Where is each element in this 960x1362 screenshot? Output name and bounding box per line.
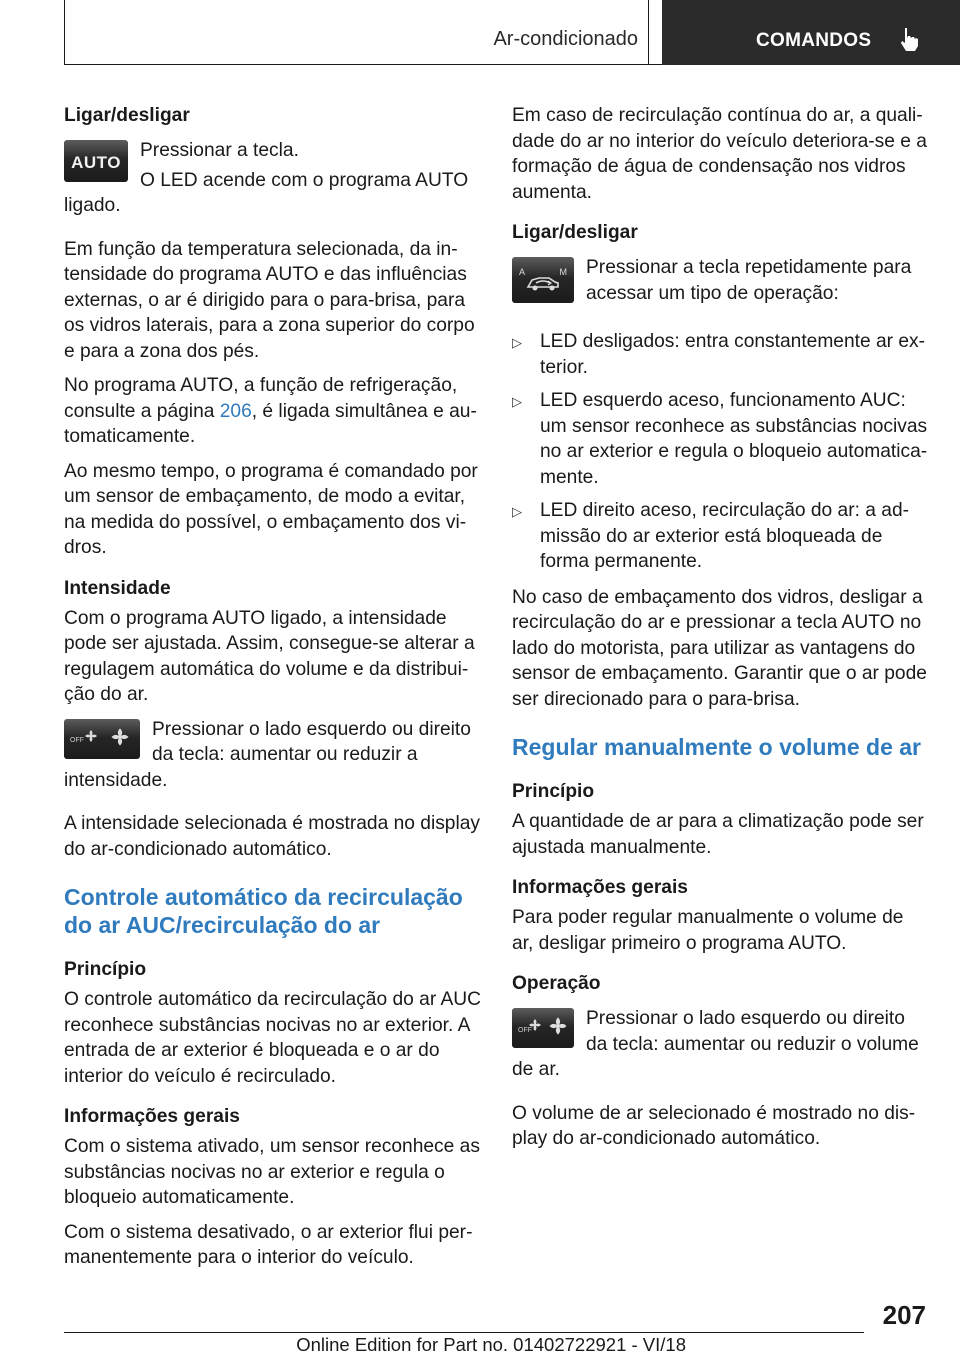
paragraph-principle: O controle automático da recirculação do ar AUC reconhece substâncias nocivas no ar exterior. A entrada de ar exterior é bloqueada e o ar do interior do veículo é recirculado.	[64, 989, 481, 1087]
paragraph-intensity-display: A intensidade selecionada é mostrada no display do ar-condicionado automático.	[64, 813, 481, 860]
auto-key-text-1: Pressionar a tecla.	[140, 140, 299, 161]
footer-rule	[64, 1332, 864, 1333]
fan-key-text: Pressionar o lado esquerdo ou direito da tecla: aumentar ou reduzir a intensidade.	[64, 718, 471, 791]
heading-intensity: Intensidade	[64, 577, 171, 599]
fan-key-row	[64, 717, 482, 803]
paragraph-general-2: Com o sistema desativado, o ar exterior flui permanentemente para o interior do veículo.	[64, 1221, 473, 1268]
am-key-m: M	[559, 267, 567, 277]
edition-line: Online Edition for Part no. 01402722921 - VI/18	[296, 1334, 686, 1355]
fan-key-image-right	[512, 1008, 574, 1048]
am-key-image	[512, 257, 574, 303]
paragraph-cooling	[64, 373, 482, 450]
section-heading-auc: Controle automático da recirculação do ar AUC/recirculação do ar	[64, 884, 463, 938]
auto-key-image	[64, 140, 128, 182]
page-number: 207	[882, 1300, 926, 1330]
fan-key-row-right	[512, 1006, 928, 1092]
auto-key-label: AUTO	[71, 153, 121, 172]
heading-principle-right: Princípio	[512, 781, 595, 802]
auto-key-row	[64, 138, 482, 228]
large-fan-icon	[548, 1016, 568, 1036]
chapter-title: COMANDOS	[756, 30, 872, 51]
heading-principle: Princípio	[64, 959, 147, 980]
auto-key-text-2: O LED acende com o programa AUTO ligado.	[64, 169, 469, 216]
fan-key-image	[64, 719, 140, 759]
paragraph-direction: Em função da temperatura selecionada, da intensidade do programa AUTO e das influências externas, o ar é dirigido para o para-brisa, para os vidros laterais, para a zona superior do corpo e para a zona dos pés.	[64, 238, 475, 362]
heading-operation: Operação	[512, 973, 601, 994]
small-fan-icon	[84, 729, 98, 743]
heading-onoff-right: Ligar/desligar	[512, 222, 638, 243]
operation-mode-list	[512, 329, 928, 575]
list-item: ▷ LED direito aceso, recirculação do ar: a admissão do ar exterior está bloqueada de forma permanente.	[512, 500, 910, 572]
am-key-a: A	[519, 267, 526, 277]
paragraph-recirc-quality: Em caso de recirculação contínua do ar, a qualidade do ar no interior do veículo deteriora-se e a formação de água de condensação nos vidros aumenta.	[512, 105, 927, 203]
small-fan-icon	[528, 1018, 542, 1032]
am-key-row	[512, 255, 928, 315]
chapter-block	[662, 0, 960, 65]
triangle-bullet-icon: ▷	[512, 335, 522, 350]
list-item: ▷ LED desligados: entra constantemente ar exterior.	[512, 331, 926, 378]
cooling-text-a: No programa AUTO, a função de refrigeração, consulte a página	[64, 375, 458, 422]
heading-general-info-right: Informações gerais	[512, 877, 688, 898]
fan-key-off-label: OFF	[70, 737, 84, 744]
triangle-bullet-icon: ▷	[512, 394, 522, 409]
paragraph-fogging: No caso de embaçamento dos vidros, desligar a recirculação do ar e pressionar a tecla AUTO no lado do motorista, para utilizar as vantagens do sensor de embaçamento. Garantir que o ar pode ser direcionado para o para-brisa.	[512, 586, 927, 710]
section-heading-volume: Regular manualmente o volume de ar	[512, 734, 922, 760]
list-item: ▷ LED esquerdo aceso, funcionamento AUC: um sensor reconhece as substâncias nocivas no ar exterior e regula o bloqueio automaticamente.	[512, 390, 928, 488]
paragraph-general-right: Para poder regular manualmente o volume de ar, desligar primeiro o programa AUTO.	[512, 907, 904, 954]
triangle-bullet-icon: ▷	[512, 504, 522, 519]
car-recirculation-icon	[525, 271, 561, 293]
heading-onoff: Ligar/desligar	[64, 105, 190, 126]
right-column	[512, 103, 928, 1161]
paragraph-volume-display: O volume de ar selecionado é mostrado no display do ar-condicionado automático.	[512, 1102, 916, 1149]
page-link-206[interactable]: 206	[219, 400, 252, 422]
paragraph-intensity: Com o programa AUTO ligado, a intensidade pode ser ajustada. Assim, consegue-se alterar a regulagem automática do volume e da distribuição do ar.	[64, 607, 475, 705]
pointing-hand-icon	[898, 26, 920, 52]
cooling-text-b: , é ligada simultânea e automaticamente.	[64, 400, 477, 447]
left-column	[64, 103, 482, 1280]
fan-key-text-right: Pressionar o lado esquerdo ou direito da tecla: aumentar ou reduzir o volume de ar.	[512, 1008, 919, 1080]
paragraph-fog-sensor: Ao mesmo tempo, o programa é comandado por um sensor de embaçamento, de modo a evitar, na medida do possível, o embaçamento dos vidros.	[64, 460, 478, 558]
large-fan-icon	[110, 727, 130, 747]
paragraph-general-1: Com o sistema ativado, um sensor reconhece as substâncias nocivas no ar exterior e regula o bloqueio automaticamente.	[64, 1136, 480, 1208]
section-title: Ar-condicionado	[493, 28, 638, 50]
am-key-text: Pressionar a tecla repetidamente para acessar um tipo de operação:	[586, 257, 912, 304]
fan-key-off-label-right: OFF	[518, 1026, 532, 1034]
heading-general-info: Informações gerais	[64, 1106, 240, 1127]
paragraph-principle-right: A quantidade de ar para a climatização pode ser ajustada manualmente.	[512, 811, 924, 858]
